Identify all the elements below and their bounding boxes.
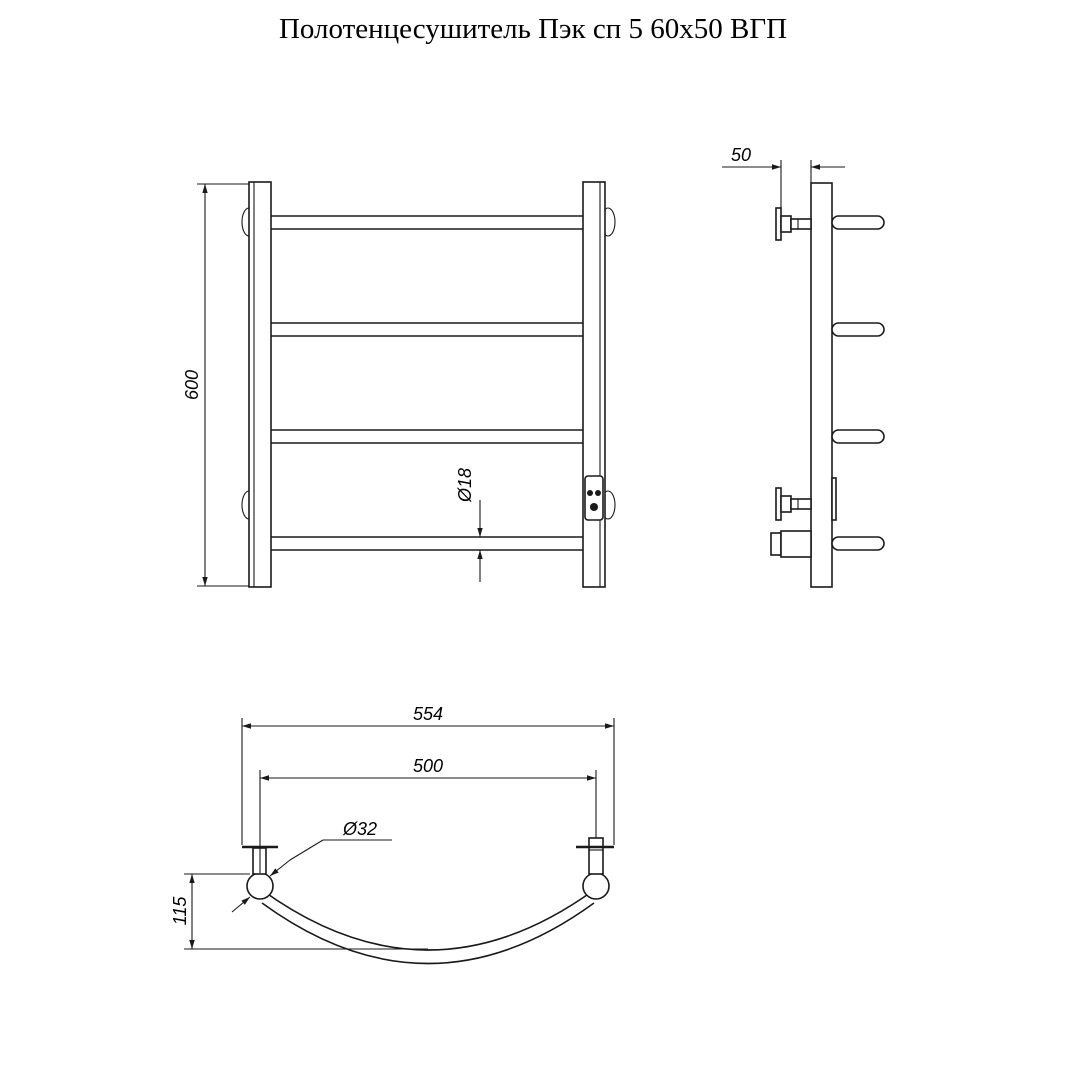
overall-width-dimension xyxy=(242,718,614,845)
wall-mounts-front xyxy=(242,208,615,519)
height-dimension xyxy=(197,184,249,586)
side-lower-bracket xyxy=(776,488,811,520)
bottom-depth-dimension xyxy=(184,874,428,949)
pipe-diameter-label: Ø32 xyxy=(342,819,378,839)
depth-label: 50 xyxy=(730,145,752,165)
height-label: 600 xyxy=(182,369,202,401)
bottom-depth-label: 115 xyxy=(170,896,190,926)
drawing-title: Полотенцесушитель Пэк сп 5 60х50 ВГП xyxy=(278,13,788,45)
side-view xyxy=(722,145,884,587)
side-upright xyxy=(811,183,832,587)
uprights xyxy=(249,182,605,587)
top-right-end xyxy=(576,838,614,899)
side-upper-bracket xyxy=(776,208,811,240)
rung-diameter-label: Ø18 xyxy=(455,467,475,503)
control-unit xyxy=(585,476,603,520)
top-view xyxy=(170,704,614,964)
front-view xyxy=(182,182,615,587)
top-curved-rung xyxy=(262,890,594,964)
overall-width-label: 554 xyxy=(412,704,444,724)
rungs xyxy=(263,216,593,550)
center-distance-label: 500 xyxy=(412,756,444,776)
center-distance-dimension xyxy=(260,770,596,873)
side-rungs xyxy=(832,216,884,550)
